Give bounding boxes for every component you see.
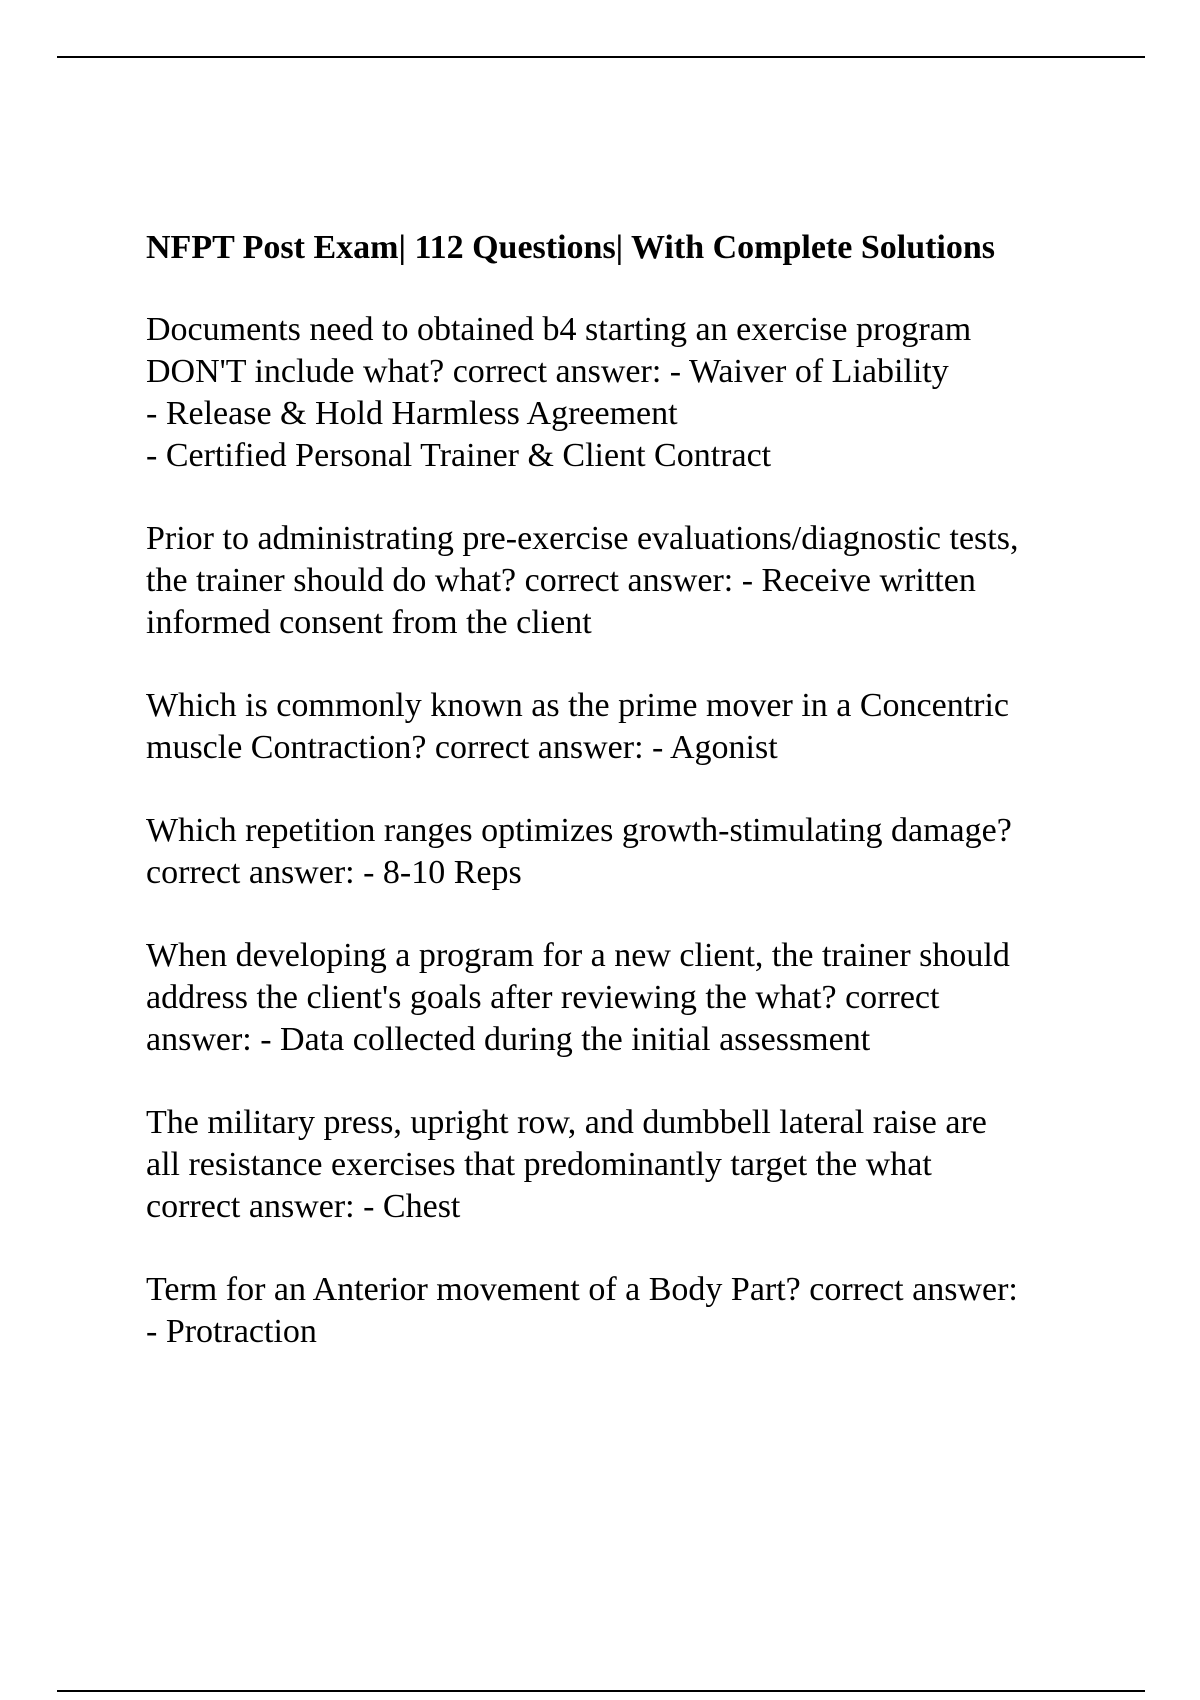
question-line: informed consent from the client [146, 604, 592, 641]
question-line: When developing a program for a new client, the trainer should [146, 937, 1010, 974]
question-line: The military press, upright row, and dumbbell lateral raise are [146, 1104, 987, 1141]
question-line: - Certified Personal Trainer & Client Contract [146, 437, 772, 474]
document-body [146, 227, 1106, 1394]
question-block [146, 810, 1106, 894]
question-block [146, 935, 1106, 1061]
question-block [146, 1102, 1106, 1228]
question-block [146, 685, 1106, 769]
question-line: correct answer: - 8-10 Reps [146, 854, 522, 891]
question-line: Prior to administrating pre-exercise evaluations/diagnostic tests, [146, 520, 1019, 557]
question-line: Which repetition ranges optimizes growth-stimulating damage? [146, 812, 1012, 849]
question-line: - Protraction [146, 1313, 317, 1350]
document-title: NFPT Post Exam| 112 Questions| With Complete Solutions [146, 229, 996, 266]
question-block [146, 1269, 1106, 1353]
question-block [146, 518, 1106, 644]
question-line: - Release & Hold Harmless Agreement [146, 395, 678, 432]
question-line: the trainer should do what? correct answer: - Receive written [146, 562, 976, 599]
footer-rule [57, 1690, 1145, 1692]
question-line: DON'T include what? correct answer: - Waiver of Liability [146, 353, 949, 390]
question-line: Which is commonly known as the prime mover in a Concentric [146, 687, 1010, 724]
header-rule [57, 56, 1145, 58]
question-line: muscle Contraction? correct answer: - Agonist [146, 729, 778, 766]
question-line: Documents need to obtained b4 starting an exercise program [146, 311, 972, 348]
question-line: answer: - Data collected during the initial assessment [146, 1021, 871, 1058]
question-line: Term for an Anterior movement of a Body Part? correct answer: [146, 1271, 1018, 1308]
question-line: all resistance exercises that predominantly target the what [146, 1146, 932, 1183]
question-block [146, 309, 1106, 477]
question-line: address the client's goals after reviewing the what? correct [146, 979, 940, 1016]
question-line: correct answer: - Chest [146, 1188, 461, 1225]
